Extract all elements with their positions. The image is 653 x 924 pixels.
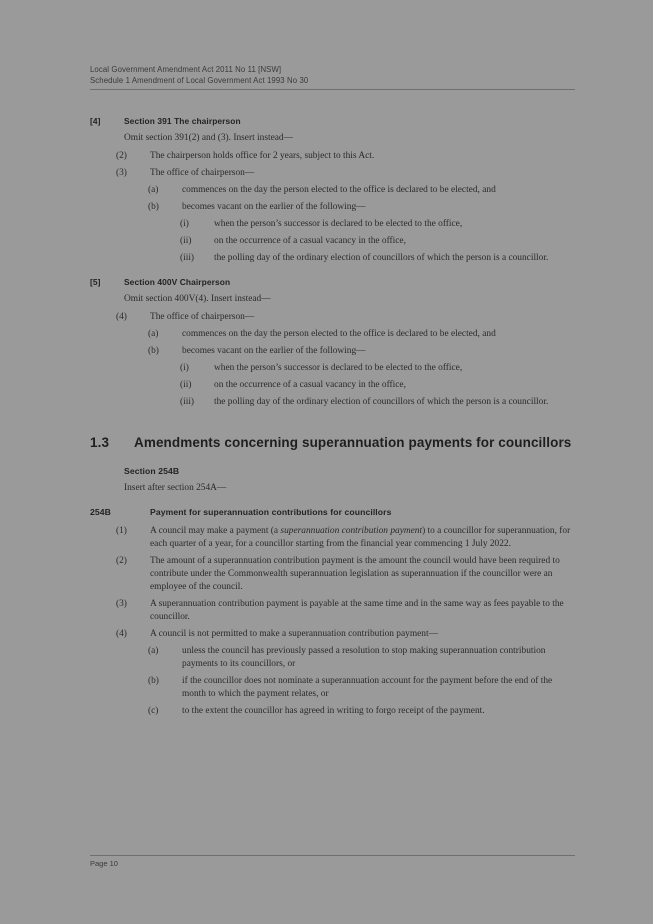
clause-item <box>180 362 575 375</box>
clause-text: when the person’s successor is declared to be elected to the office, <box>214 363 463 373</box>
header-line-2: Schedule 1 Amendment of Local Government Act 1993 No 30 <box>90 76 309 85</box>
clause-item <box>116 628 575 641</box>
clause-text: on the occurrence of a casual vacancy in the office, <box>214 236 406 246</box>
clause-item <box>116 525 575 551</box>
clause-label: (b) <box>148 346 159 356</box>
clause-item <box>116 167 575 180</box>
clause-item <box>148 201 575 214</box>
clause-label: (2) <box>116 556 127 566</box>
provision-number: 254B <box>90 507 111 517</box>
clause-text: the polling day of the ordinary election of councillors of which the person is a councillor. <box>214 253 549 263</box>
clause-label: (ii) <box>180 380 192 390</box>
header-line-1: Local Government Amendment Act 2011 No 11 [NSW] <box>90 65 282 74</box>
clause-label: (3) <box>116 168 127 178</box>
clause-text-before: A council may make a payment (a <box>150 526 281 536</box>
amendment-heading <box>90 277 575 287</box>
clause-label: (a) <box>148 646 159 656</box>
amendment-title: Section 391 The chairperson <box>124 116 241 126</box>
clause-text: when the person’s successor is declared to be elected to the office, <box>214 219 463 229</box>
clause-item <box>148 705 575 718</box>
clause-label: (b) <box>148 676 159 686</box>
clause-label: (iii) <box>180 397 195 407</box>
clause-text: unless the council has previously passed a resolution to stop making superannuation contribution payments to its councillors, or <box>182 646 546 669</box>
amendment-number: [5] <box>90 277 101 287</box>
clause-label: (i) <box>180 219 189 229</box>
clause-item <box>148 328 575 341</box>
section-subheading: Section 254B <box>124 466 180 476</box>
clause-label: (i) <box>180 363 189 373</box>
clause-label: (4) <box>116 629 127 639</box>
clause-label: (3) <box>116 599 127 609</box>
clause-label: (a) <box>148 185 159 195</box>
clause-defined-term: superannuation contribution payment <box>280 526 423 536</box>
clause-text: A superannuation contribution payment is payable at the same time and in the same way as fees payable to the councillor. <box>150 599 564 622</box>
clause-item <box>180 218 575 231</box>
amendment-block-4 <box>90 116 575 265</box>
amendment-number: [4] <box>90 116 101 126</box>
section-direction: Insert after section 254A— <box>124 483 227 493</box>
clause-text: A council is not permitted to make a superannuation contribution payment— <box>150 629 438 639</box>
clause-text: on the occurrence of a casual vacancy in the office, <box>214 380 406 390</box>
clause-text-after: ) to a councillor for superannuation, for each quarter of a year, for a councillor starting from the financial year commencing 1 July 2022. <box>150 526 571 549</box>
clause-label: (b) <box>148 202 159 212</box>
amendment-direction: Omit section 400V(4). Insert instead— <box>124 294 271 304</box>
provision-heading <box>90 507 575 517</box>
clause-text: becomes vacant on the earlier of the following— <box>182 346 366 356</box>
page-header <box>90 64 575 90</box>
clause-text: becomes vacant on the earlier of the following— <box>182 202 366 212</box>
clause-label: (ii) <box>180 236 192 246</box>
amendment-heading <box>90 116 575 126</box>
clause-label: (a) <box>148 329 159 339</box>
clause-text: if the councillor does not nominate a superannuation account for the payment before the end of the month to which the payment relates, or <box>182 676 553 699</box>
clause-text: commences on the day the person elected to the office is declared to be elected, and <box>182 329 496 339</box>
clause-label: (1) <box>116 526 127 536</box>
clause-text: the polling day of the ordinary election of councillors of which the person is a councillor. <box>214 397 549 407</box>
clause-label: (4) <box>116 312 127 322</box>
clause-item <box>148 675 575 701</box>
clause-text: The amount of a superannuation contribution payment is the amount the council would have been required to contribute under the Commonwealth superannuation legislation as superannuation if the councillor were an employee of the council. <box>150 556 560 592</box>
clause-item <box>180 252 575 265</box>
clause-item <box>180 379 575 392</box>
clause-label: (iii) <box>180 253 195 263</box>
clause-text: The office of chairperson— <box>150 168 255 178</box>
section-heading <box>90 435 575 450</box>
amendment-direction: Omit section 391(2) and (3). Insert instead— <box>124 133 293 143</box>
clause-item <box>116 555 575 594</box>
clause-item <box>116 598 575 624</box>
amendment-title: Section 400V Chairperson <box>124 277 231 287</box>
clause-item <box>180 396 575 409</box>
amendment-block-5 <box>90 277 575 409</box>
clause-item <box>116 150 575 163</box>
page-number: Page 10 <box>90 859 118 868</box>
clause-text: The office of chairperson— <box>150 312 255 322</box>
clause-item <box>148 345 575 358</box>
section-title: Amendments concerning superannuation payments for councillors <box>134 435 572 450</box>
clause-item <box>148 645 575 671</box>
page-footer <box>90 855 575 868</box>
clause-text: to the extent the councillor has agreed in writing to forgo receipt of the payment. <box>182 706 485 716</box>
clause-label: (2) <box>116 151 127 161</box>
clause-item <box>148 184 575 197</box>
clause-text: The chairperson holds office for 2 years, subject to this Act. <box>150 151 375 161</box>
clause-label: (c) <box>148 706 159 716</box>
section-number: 1.3 <box>90 435 110 450</box>
clause-text: commences on the day the person elected to the office is declared to be elected, and <box>182 185 496 195</box>
provision-title: Payment for superannuation contributions for councillors <box>150 507 392 517</box>
clause-item <box>180 235 575 248</box>
clause-item <box>116 311 575 324</box>
